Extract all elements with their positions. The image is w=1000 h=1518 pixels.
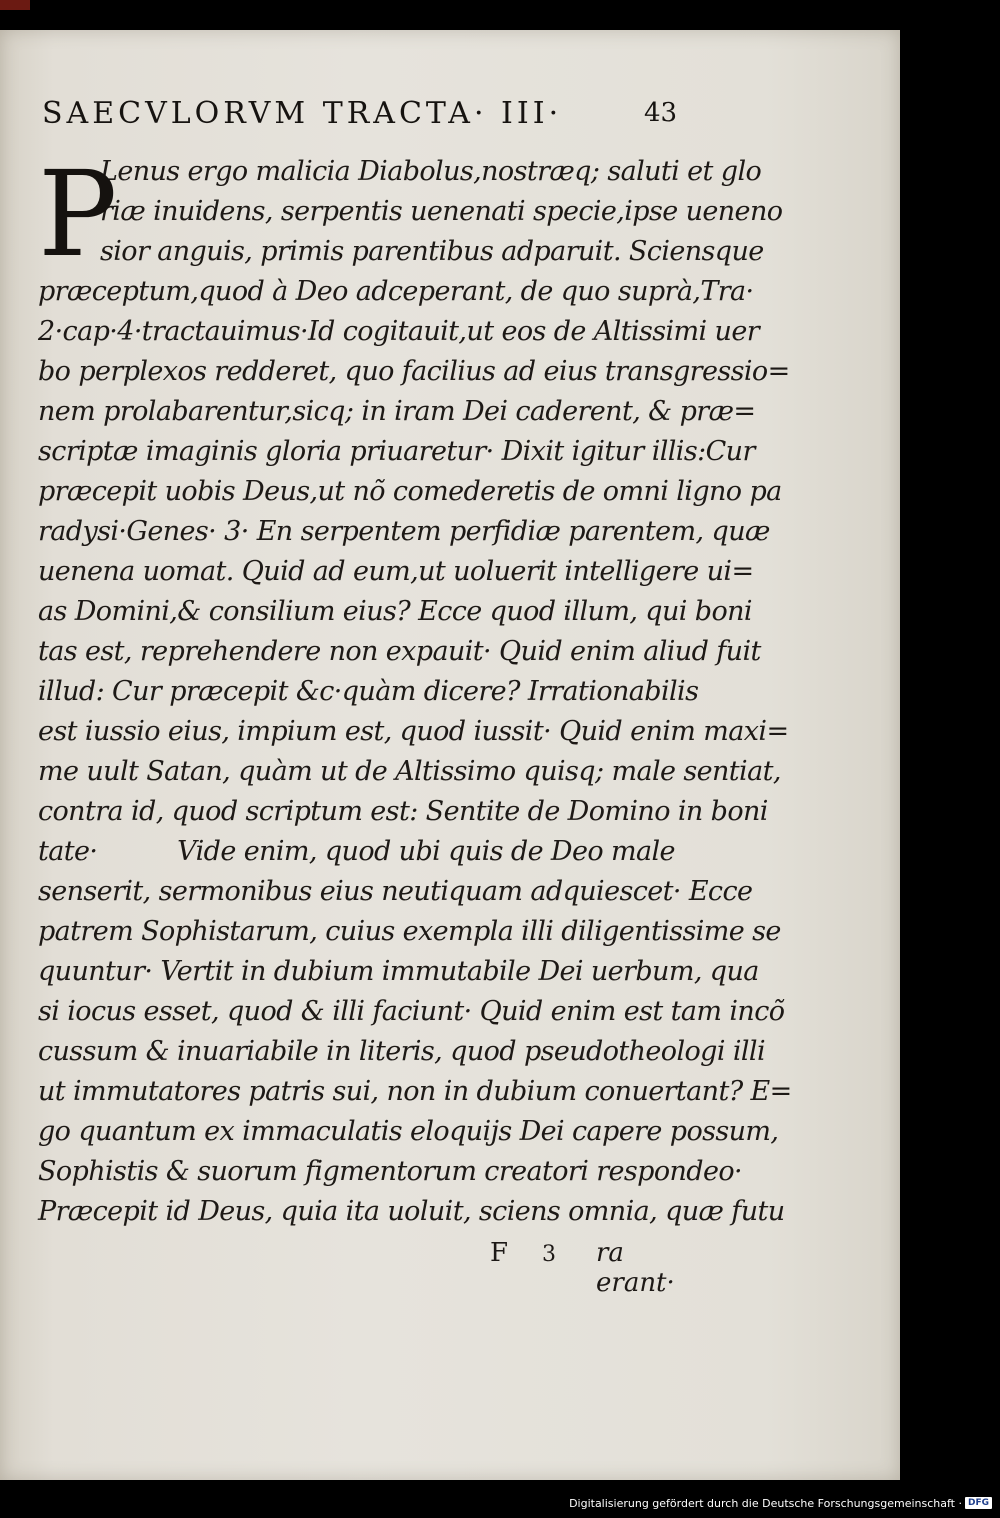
text-line: patrem Sophistarum, cuius exempla illi diligentissime se [38, 916, 781, 947]
digitization-credit [569, 1494, 992, 1512]
signature-line [38, 1234, 698, 1298]
text-line: tate· Vide enim, quod ubi quis de Deo male [38, 836, 675, 867]
page-number: 43 [644, 98, 678, 128]
catchword: ra erant· [596, 1238, 675, 1298]
text-line: ut immutatores patris sui, non in dubium conuertant? E= [38, 1076, 792, 1107]
text-line: scriptæ imaginis gloria priuaretur· Dixit igitur illis:Cur [38, 436, 755, 467]
book-page [0, 30, 900, 1480]
text-line: me uult Satan, quàm ut de Altissimo quisq; male sentiat, [38, 756, 781, 787]
text-line: bo perplexos redderet, quo facilius ad eius transgressio= [38, 356, 790, 387]
text-line: radysi·Genes· 3· En serpentem perfidiæ parentem, quæ [38, 516, 770, 547]
signature-mark-number: 3 [542, 1242, 556, 1267]
running-head-title: SAECVLORVM TRACTA· III· [42, 96, 563, 131]
text-line: præcepit uobis Deus,ut nõ comederetis de omni ligno pa [38, 476, 782, 507]
text-line: si iocus esset, quod & illi faciunt· Quid enim est tam incõ [38, 996, 785, 1027]
text-line: sior anguis, primis parentibus adparuit. Sciensque [100, 236, 764, 267]
text-line: est iussio eius, impium est, quod iussit· Quid enim maxi= [38, 716, 789, 747]
text-line: quuntur· Vertit in dubium immutabile Dei uerbum, qua [38, 956, 759, 987]
dfg-logo-icon: DFG [965, 1497, 992, 1509]
text-block [38, 145, 792, 1232]
running-head [42, 96, 682, 136]
text-line: Sophistis & suorum figmentorum creatori respondeo· [38, 1156, 743, 1187]
text-line: go quantum ex immaculatis eloquijs Dei capere possum, [38, 1116, 779, 1147]
text-line: contra id, quod scriptum est: Sentite de Domino in boni [38, 796, 768, 827]
text-line: tas est, reprehendere non expauit· Quid enim aliud fuit [38, 636, 761, 667]
text-line: riæ inuidens, serpentis uenenati specie,ipse ueneno [100, 196, 783, 227]
text-line: præceptum,quod à Deo adceperant, de quo suprà,Tra· [38, 276, 754, 307]
text-line: Lenus ergo malicia Diabolus,nostræq; saluti et glo [100, 156, 762, 187]
text-line: uenena uomat. Quid ad eum,ut uoluerit intelligere ui= [38, 556, 754, 587]
signature-mark-letter: F [490, 1238, 509, 1268]
text-line: Præcepit id Deus, quia ita uoluit, sciens omnia, quæ futu [38, 1196, 785, 1227]
text-line: illud: Cur præcepit &c·quàm dicere? Irrationabilis [38, 676, 699, 707]
text-line: nem prolabarentur,sicq; in iram Dei caderent, & præ= [38, 396, 756, 427]
drop-cap-initial: P [38, 145, 118, 283]
text-line: 2·cap·4·tractauimus·Id cogitauit,ut eos de Altissimi uer [38, 316, 760, 347]
credit-text: Digitalisierung gefördert durch die Deutsche Forschungsgemeinschaft · [569, 1496, 962, 1510]
text-line: as Domini,& consilium eius? Ecce quod illum, qui boni [38, 596, 752, 627]
text-line: senserit, sermonibus eius neutiquam adquiescet· Ecce [38, 876, 753, 907]
text-line: cussum & inuariabile in literis, quod pseudotheologi illi [38, 1036, 765, 1067]
binding-edge [0, 0, 30, 10]
